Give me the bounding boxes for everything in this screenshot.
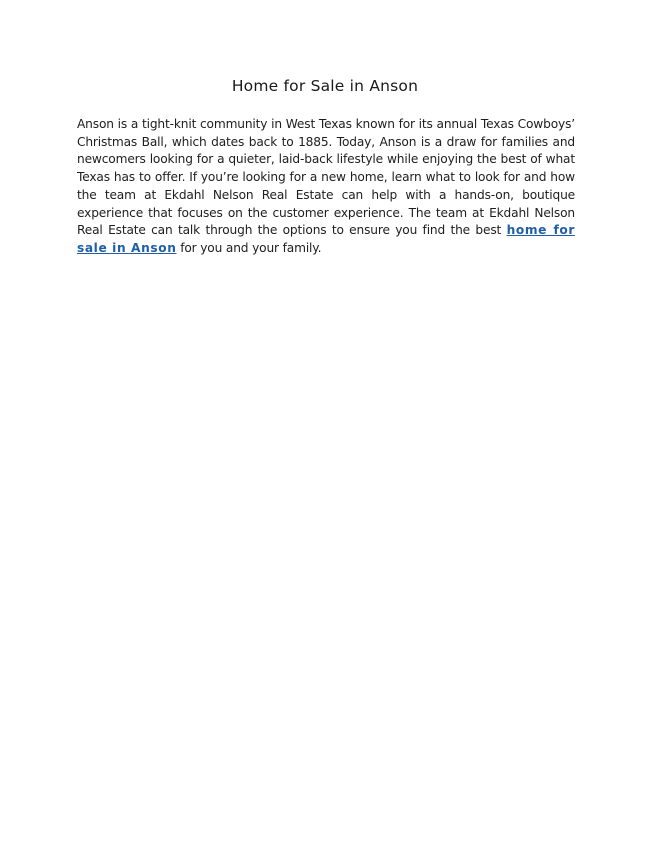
paragraph-text-before-link: Anson is a tight-knit community in West Texas known for its annual Texas Cowboys’ Christmas Ball, which dates back to 1885. Today, Anson is a draw for families and newcomers looking for a quieter, laid-back lifestyle while enjoying the best of what Texas has to offer. If you’re looking for a new home, learn what to look for and how the team at Ekdahl Nelson Real Estate can help with a hands-on, boutique experience that focuses on the customer experience. The team at Ekdahl Nelson Real Estate can talk through the options to ensure you find the best: [77, 117, 575, 238]
page-title: Home for Sale in Anson: [231, 77, 419, 95]
body-paragraph: [77, 116, 575, 258]
paragraph-text-after-link: for you and your family.: [176, 240, 322, 255]
home-for-sale-link[interactable]: home for sale in Anson: [77, 223, 575, 255]
